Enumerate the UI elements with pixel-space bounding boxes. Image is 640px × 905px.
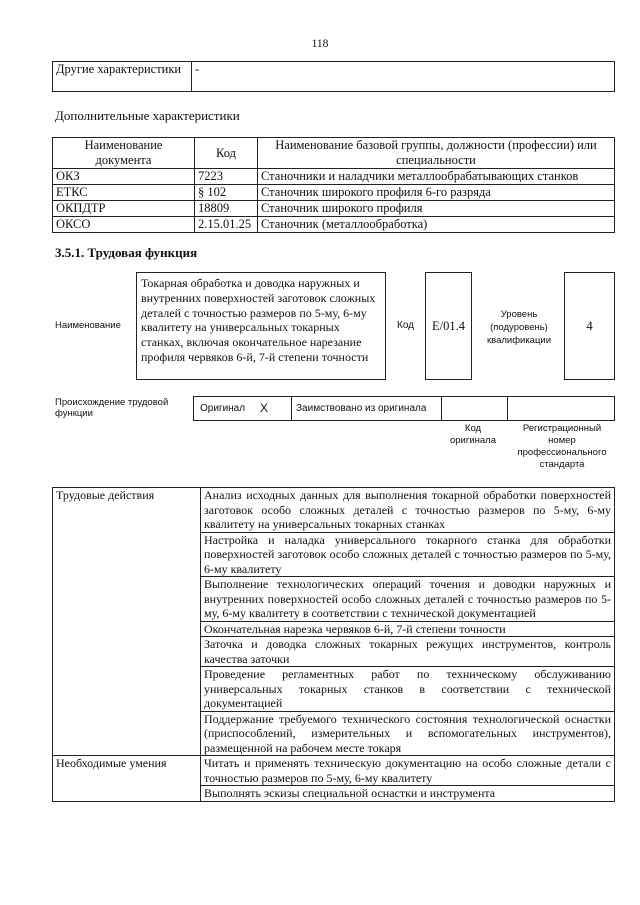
name-label: Наименование xyxy=(55,320,121,331)
qualification-level-value: 4 xyxy=(586,318,593,333)
function-code-box xyxy=(425,272,472,380)
borrowed-label: Заимствовано из оригинала xyxy=(296,403,427,414)
other-characteristics-value: - xyxy=(192,62,615,92)
skill-item: Выполнять эскизы специальной оснастки и инструмента xyxy=(201,786,615,802)
codes-cell-code: § 102 xyxy=(195,185,258,201)
other-characteristics-table xyxy=(52,61,615,92)
codes-header-document: Наименование документа xyxy=(53,138,195,169)
labor-action-item: Настройка и наладка универсального токарного станка для обработки поверхностей заготовок особо сложных деталей с точностью размеров по 5-му, 6-му квалитету xyxy=(201,532,615,577)
section-title: 3.5.1. Трудовая функция xyxy=(55,245,198,260)
code-label: Код xyxy=(397,320,415,331)
codes-cell-name: Станочник широкого профиля xyxy=(258,201,615,217)
codes-cell-document: ЕТКС xyxy=(53,185,195,201)
table-row xyxy=(53,756,615,786)
table-row xyxy=(53,169,615,185)
labor-action-item: Проведение регламентных работ по техническому обслуживанию универсальных токарных станков в соответствии с технической документацией xyxy=(201,667,615,712)
table-row xyxy=(53,488,615,533)
codes-cell-document: ОКСО xyxy=(53,217,195,233)
labor-table xyxy=(52,487,615,802)
page-number: 118 xyxy=(311,38,329,50)
code-original-caption: Код оригинала xyxy=(449,423,496,446)
table-row xyxy=(53,185,615,201)
table-row xyxy=(53,217,615,233)
labor-action-item: Выполнение технологических операций точения и доводки наружных и внутренних поверхностей особо сложных деталей с точностью размеров по 5-му, 6-му квалитету в соответствии с технической документацией xyxy=(201,577,615,622)
origin-label: Происхождение трудовой функции xyxy=(55,397,169,419)
codes-cell-name: Станочник широкого профиля 6-го разряда xyxy=(258,185,615,201)
registration-number-caption: Регистрационный номер профессионального стандарта xyxy=(517,423,607,470)
qualification-level-box xyxy=(564,272,615,380)
codes-cell-code: 2.15.01.25 xyxy=(195,217,258,233)
codes-cell-code: 18809 xyxy=(195,201,258,217)
labor-actions-label: Трудовые действия xyxy=(53,488,201,756)
codes-cell-document: ОКПДТР xyxy=(53,201,195,217)
table-row xyxy=(53,201,615,217)
codes-table xyxy=(52,137,615,233)
function-name-text: Токарная обработка и доводка наружных и внутренних поверхностей заготовок сложных деталей с точностью размеров по 5-му, 6-му квалитету на универсальных токарных станках, включая окончательное нарезание профиля червяков 6-й, 7-й степени точности xyxy=(136,272,386,380)
function-code-value: E/01.4 xyxy=(432,318,465,333)
skill-item: Читать и применять техническую документацию на особо сложные детали с точностью размеров по 5-му, 6-му квалитету xyxy=(201,756,615,786)
codes-header-code: Код xyxy=(195,138,258,169)
codes-cell-document: ОКЗ xyxy=(53,169,195,185)
original-label: Оригинал xyxy=(200,403,246,414)
other-characteristics-label: Другие характеристики xyxy=(53,62,192,92)
labor-action-item: Заточка и доводка сложных токарных режущих инструментов, контроль качества заточки xyxy=(201,637,615,667)
additional-characteristics-heading: Дополнительные характеристики xyxy=(55,108,240,123)
codes-cell-name: Станочник (металлообработка) xyxy=(258,217,615,233)
labor-action-item: Поддержание требуемого технического состояния технологической оснастки (приспособлений, измерительных и вспомогательных инструментов), размещенной на рабочем месте токаря xyxy=(201,711,615,756)
original-mark: X xyxy=(260,401,269,415)
labor-action-item: Анализ исходных данных для выполнения токарной обработки поверхностей заготовок особо сложных деталей с точностью размеров по 5-му, 6-му квалитету на универсальных токарных станках xyxy=(201,488,615,533)
qualification-level-label: Уровень (подуровень) квалификации xyxy=(486,309,552,346)
labor-action-item: Окончательная нарезка червяков 6-й, 7-й степени точности xyxy=(201,621,615,637)
codes-header-name: Наименование базовой группы, должности (профессии) или специальности xyxy=(258,138,615,169)
skills-label: Необходимые умения xyxy=(53,756,201,802)
codes-cell-name: Станочники и наладчики металлообрабатывающих станков xyxy=(258,169,615,185)
origin-row xyxy=(193,396,615,421)
codes-cell-code: 7223 xyxy=(195,169,258,185)
